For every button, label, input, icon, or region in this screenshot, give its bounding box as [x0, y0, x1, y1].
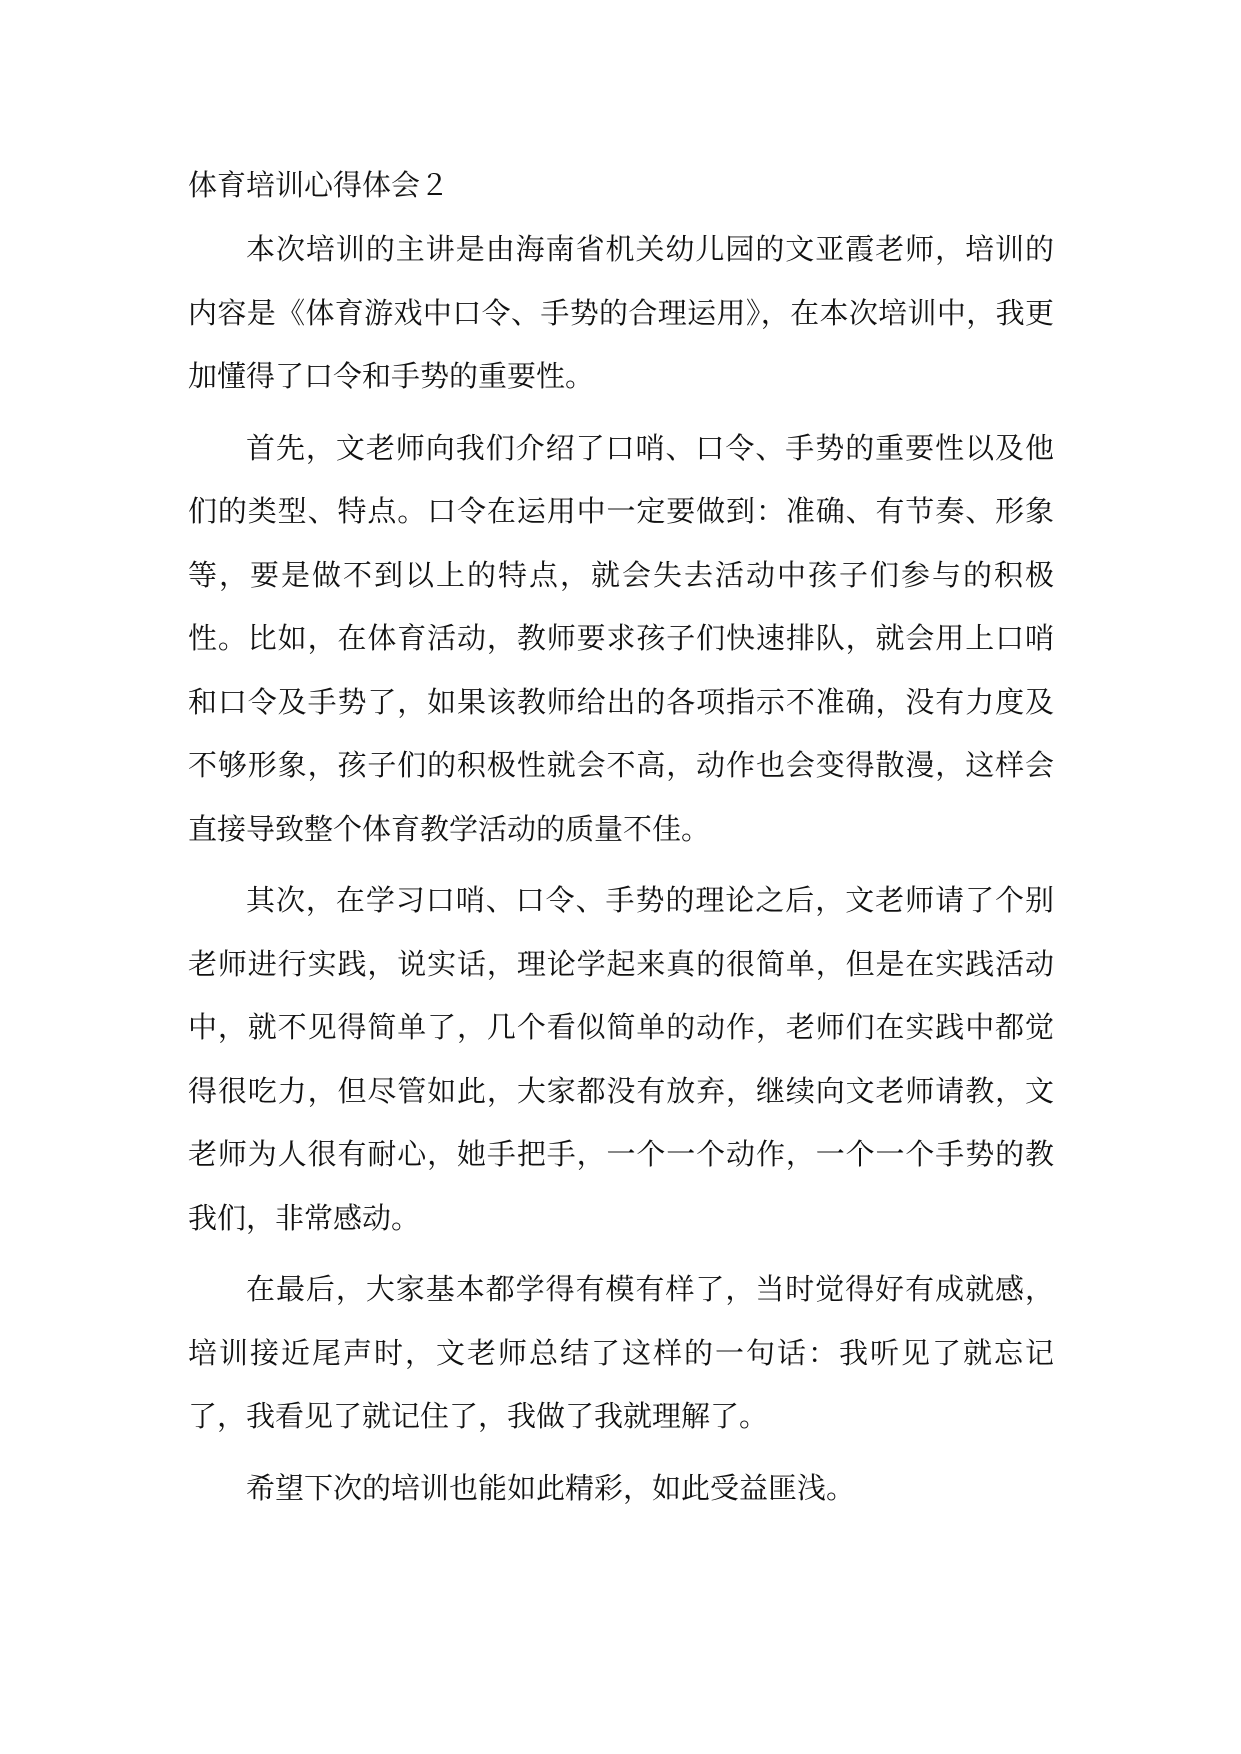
paragraph-closing: 希望下次的培训也能如此精彩，如此受益匪浅。	[246, 1470, 856, 1505]
document-title: 体育培训心得体会２	[188, 168, 450, 202]
paragraph-second: 其次，在学习口哨、口令、手势的理论之后，文老师请了个别老师进行实践，说实话，理论学起来真的很简单，但是在实践活动中，就不见得简单了，几个看似简单的动作，老师们在实践中都觉得很吃力，但尽管如此，大家都没有放弃，继续向文老师请教，文老师为人很有耐心，她手把手，一个一个动作，一个一个手势的教我们，非常感动。	[188, 883, 1054, 1235]
document-body	[188, 158, 1054, 1528]
paragraph-first: 首先，文老师向我们介绍了口哨、口令、手势的重要性以及他们的类型、特点。口令在运用中一定要做到：准确、有节奏、形象等，要是做不到以上的特点，就会失去活动中孩子们参与的积极性。比如，在体育活动，教师要求孩子们快速排队，就会用上口哨和口令及手势了，如果该教师给出的各项指示不准确，没有力度及不够形象，孩子们的积极性就会不高，动作也会变得散漫，这样会直接导致整个体育教学活动的质量不佳。	[188, 430, 1054, 846]
paragraph-last: 在最后，大家基本都学得有模有样了，当时觉得好有成就感，培训接近尾声时，文老师总结了这样的一句话：我听见了就忘记了，我看见了就记住了，我做了我就理解了。	[188, 1272, 1054, 1433]
paragraph-intro: 本次培训的主讲是由海南省机关幼儿园的文亚霞老师，培训的内容是《体育游戏中口令、手势的合理运用》，在本次培训中，我更加懂得了口令和手势的重要性。	[188, 232, 1054, 393]
